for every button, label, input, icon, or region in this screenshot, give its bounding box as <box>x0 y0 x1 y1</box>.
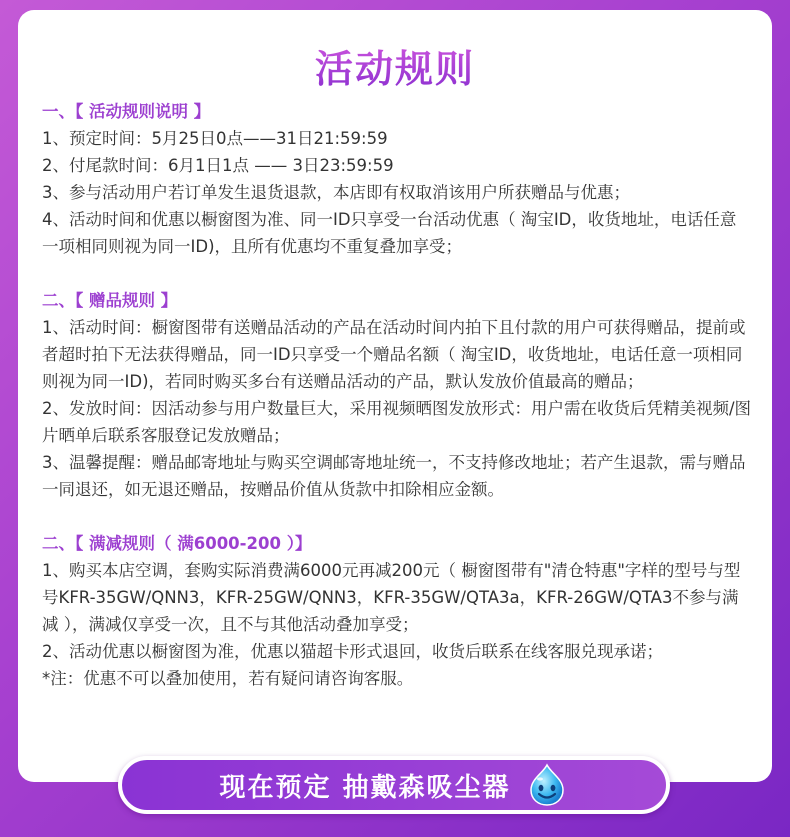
rule-item: *注：优惠不可以叠加使用，若有疑问请咨询客服。 <box>42 669 414 688</box>
smiling-droplet-mascot-icon <box>525 763 569 807</box>
rule-item: 2、活动优惠以橱窗图为准，优惠以猫超卡形式退回，收货后联系在线客服兑现承诺； <box>42 642 663 661</box>
section-gift-rules <box>42 287 752 503</box>
section-heading: 二、【 满减规则（ 满6000-200 ）】 <box>42 534 312 553</box>
rule-item: 1、活动时间：橱窗图带有送赠品活动的产品在活动时间内拍下且付款的用户可获得赠品，提前或者超时拍下无法获得赠品，同一ID只享受一个赠品名额（ 淘宝ID，收货地址，电话任意一项相同则视为同一ID)，若同时购买多台有送赠品活动的产品，默认发放价值最高的赠品； <box>42 318 746 391</box>
page-title: 活动规则 <box>18 38 772 93</box>
rule-item: 3、温馨提醒：赠品邮寄地址与购买空调邮寄地址统一，不支持修改地址；若产生退款，需与赠品一同退还，如无退还赠品，按赠品价值从货款中扣除相应金额。 <box>42 453 746 499</box>
reserve-now-button[interactable] <box>118 756 670 814</box>
reserve-now-label: 现在预定 抽戴森吸尘器 <box>219 772 511 803</box>
rule-item: 1、购买本店空调，套购实际消费满6000元再减200元（ 橱窗图带有"清仓特惠"字样的型号与型号KFR-35GW/QNN3，KFR-25GW/QNN3，KFR-35GW/QTA3a，KFR-26GW/QTA3不参与满减 ），满减仅享受一次，且不与其他活动叠加享受； <box>42 561 741 634</box>
rules-content <box>42 98 752 719</box>
section-heading: 二、【 赠品规则 】 <box>42 291 178 310</box>
rule-item: 2、发放时间：因活动参与用户数量巨大，采用视频晒图发放形式：用户需在收货后凭精美视频/图片晒单后联系客服登记发放赠品； <box>42 399 752 445</box>
rule-item: 1、预定时间：5月25日0点——31日21:59:59 <box>42 129 388 148</box>
rules-card <box>18 10 772 782</box>
section-event-rules <box>42 98 752 260</box>
section-heading: 一、【 活动规则说明 】 <box>42 102 211 121</box>
rule-item: 3、参与活动用户若订单发生退货退款，本店即有权取消该用户所获赠品与优惠； <box>42 183 630 202</box>
section-discount-rules <box>42 530 752 692</box>
rule-item: 2、付尾款时间：6月1日1点 —— 3日23:59:59 <box>42 156 394 175</box>
rule-item: 4、活动时间和优惠以橱窗图为准、同一ID只享受一台活动优惠（ 淘宝ID，收货地址，电话任意一项相同则视为同一ID)，且所有优惠均不重复叠加享受； <box>42 210 737 256</box>
